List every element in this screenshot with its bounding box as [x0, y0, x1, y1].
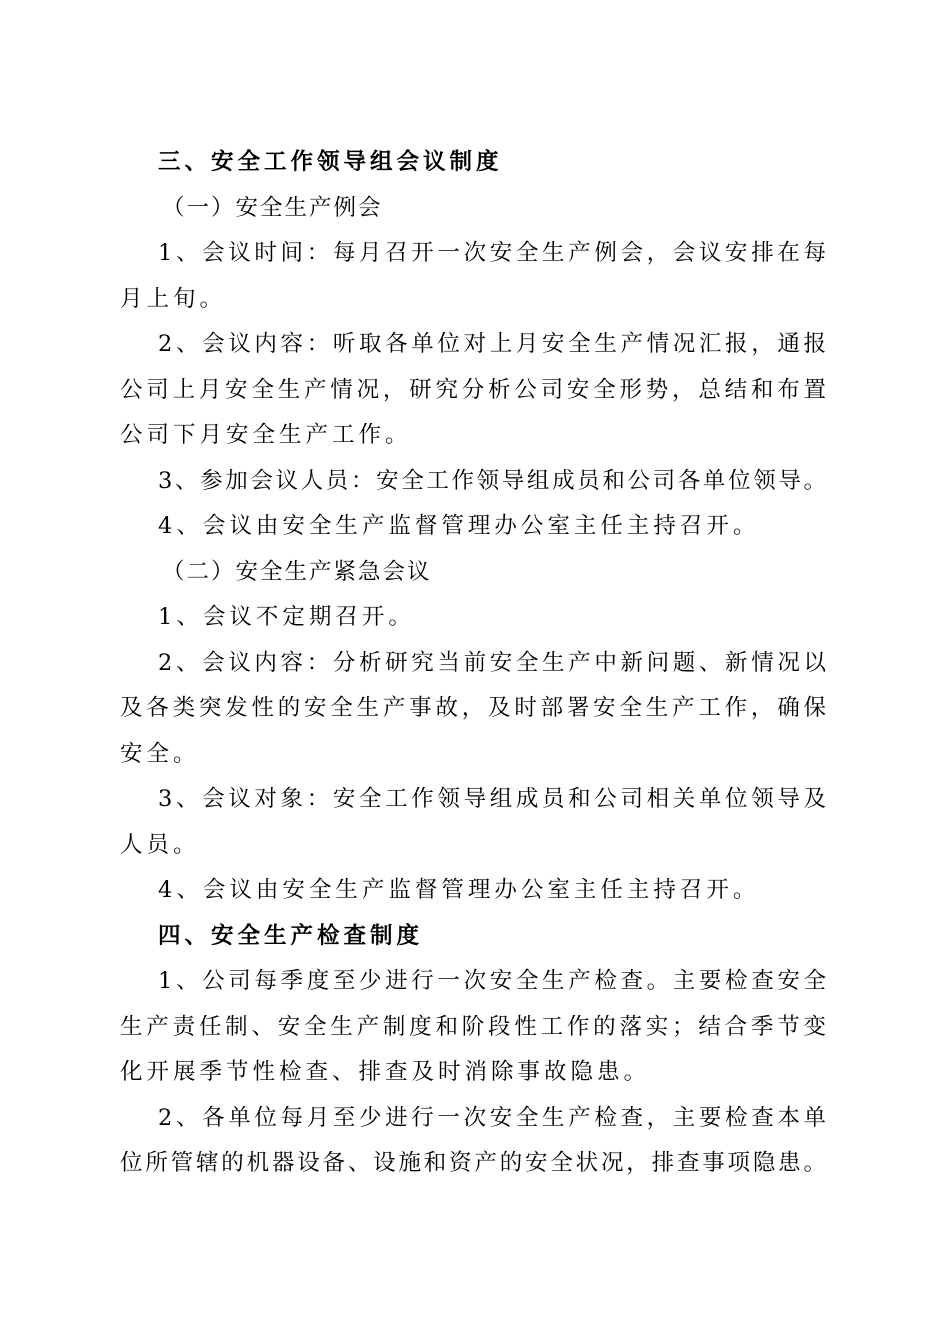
paragraph-line: 及各类突发性的安全生产事故，及时部署安全生产工作，确保 — [120, 695, 826, 721]
paragraph-line: 公司上月安全生产情况，研究分析公司安全形势，总结和布置 — [120, 376, 826, 403]
paragraph-line: 1、会议时间：每月召开一次安全生产例会，会议安排在每 — [158, 240, 826, 266]
paragraph-line: 3、会议对象：安全工作领导组成员和公司相关单位领导及 — [158, 786, 826, 812]
paragraph-line: 化开展季节性检查、排查及时消除事故隐患。 — [120, 1059, 651, 1085]
section-3-heading: 三、安全工作领导组会议制度 — [158, 149, 503, 175]
paragraph-line: 生产责任制、安全生产制度和阶段性工作的落实；结合季节变 — [120, 1013, 826, 1040]
document-page — [120, 140, 826, 1187]
paragraph-line: 位所管辖的机器设备、设施和资产的安全状况，排查事项隐患。 — [120, 1150, 826, 1176]
paragraph-line: 4、会议由安全生产监督管理办公室主任主持召开。 — [158, 877, 760, 903]
paragraph-line: 公司下月安全生产工作。 — [120, 422, 412, 448]
paragraph-line: 人员。 — [120, 831, 200, 858]
subsection-1-heading: （一）安全生产例会 — [162, 194, 383, 221]
paragraph-line: 3、参加会议人员：安全工作领导组成员和公司各单位领导。 — [158, 467, 826, 494]
paragraph-line: 2、各单位每月至少进行一次安全生产检查，主要检查本单 — [158, 1104, 826, 1131]
paragraph-line: 安全。 — [120, 740, 200, 767]
section-4-heading: 四、安全生产检查制度 — [158, 922, 424, 949]
paragraph-line: 1、公司每季度至少进行一次安全生产检查。主要检查安全 — [158, 968, 826, 994]
paragraph-line: 月上旬。 — [120, 285, 227, 312]
paragraph-line: 4、会议由安全生产监督管理办公室主任主持召开。 — [158, 513, 760, 539]
subsection-2-heading: （二）安全生产紧急会议 — [162, 558, 432, 585]
paragraph-line: 2、会议内容：听取各单位对上月安全生产情况汇报，通报 — [158, 331, 826, 357]
paragraph-line: 1、会议不定期召开。 — [158, 604, 415, 630]
paragraph-line: 2、会议内容：分析研究当前安全生产中新问题、新情况以 — [158, 649, 826, 676]
